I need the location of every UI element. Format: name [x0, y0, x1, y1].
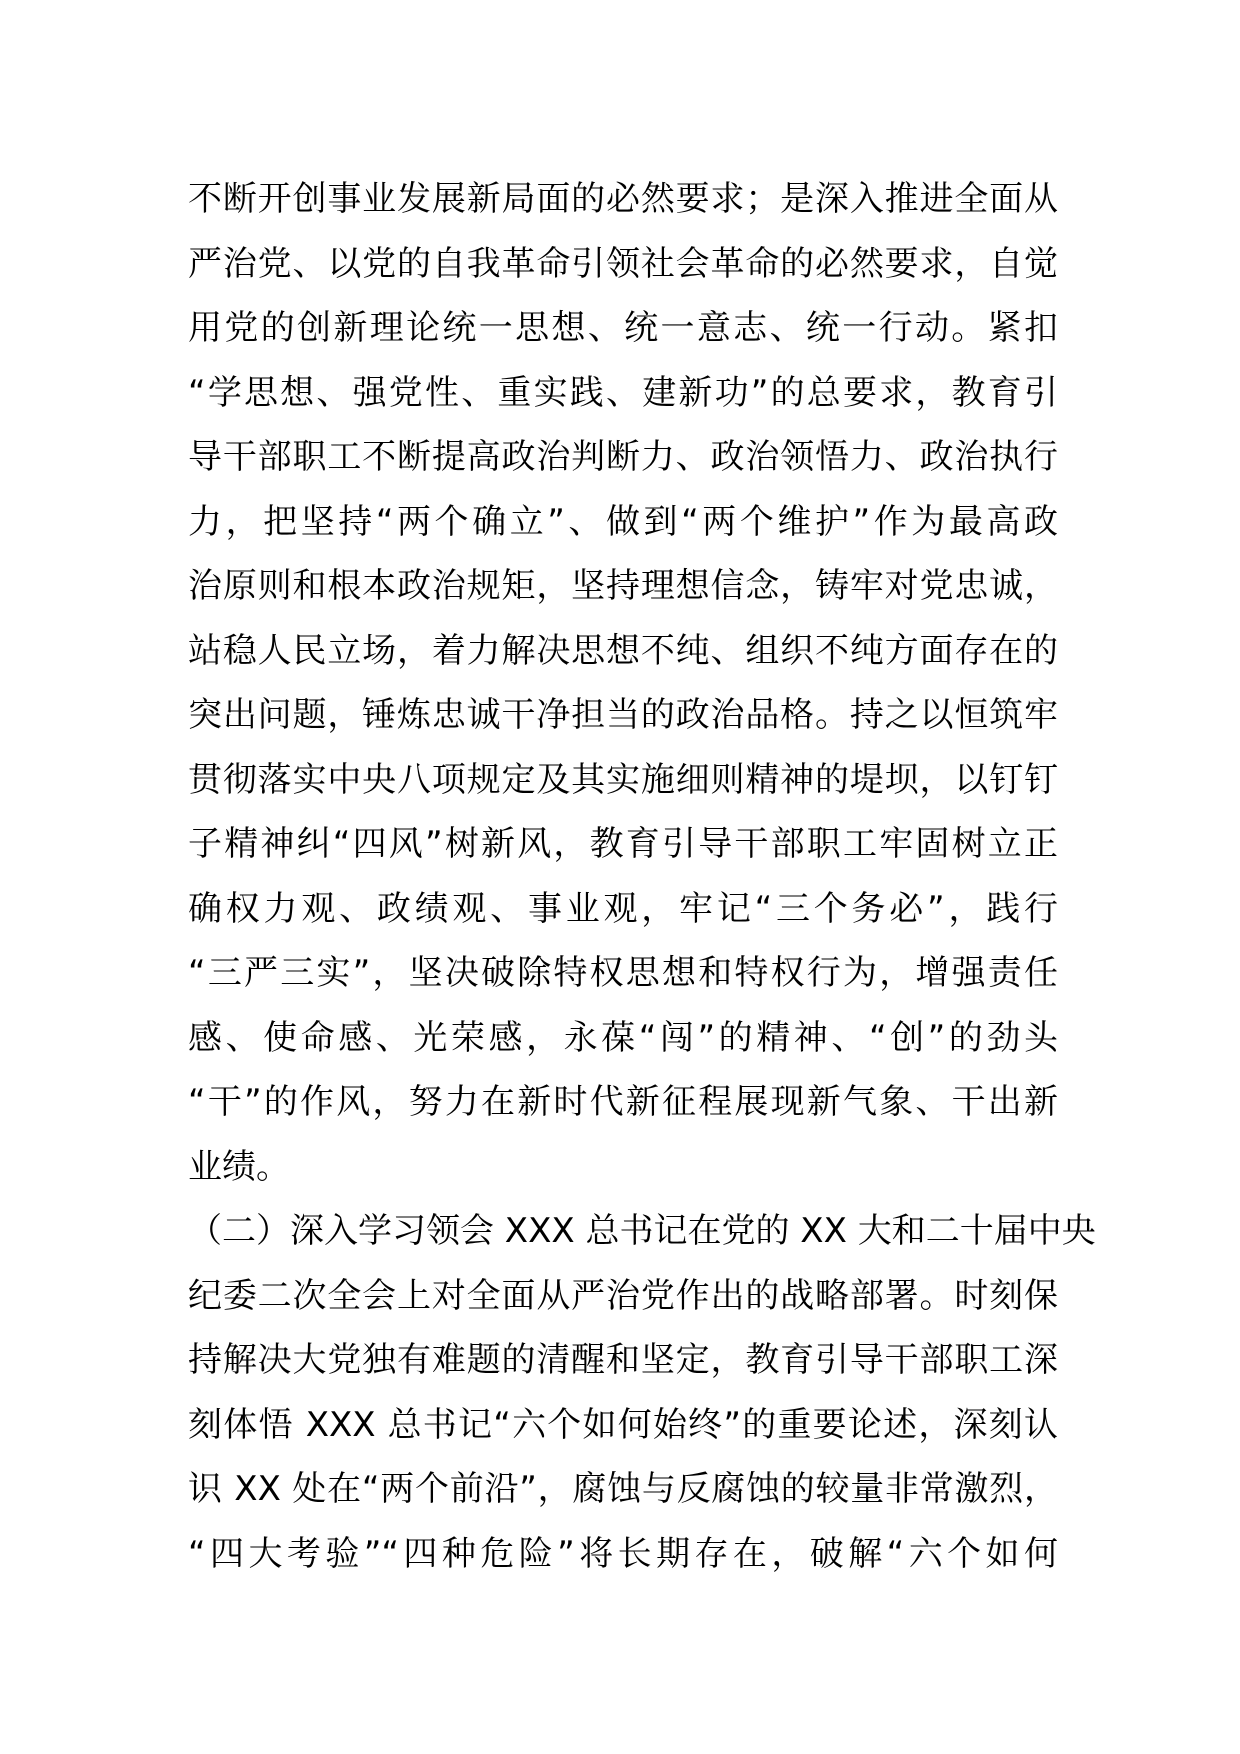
text-line: 治原则和根本政治规矩，坚持理想信念，铸牢对党忠诚， — [188, 566, 1058, 606]
text-line: 感、使命感、光荣感，永葆“闯”的精神、“创”的劲头 — [188, 1017, 1058, 1058]
text-line: 贯彻落实中央八项规定及其实施细则精神的堤坝，以钉钉 — [188, 759, 1058, 800]
text-line-paragraph-end: 业绩。 — [188, 1146, 290, 1187]
text-line: 识 XX 处在“两个前沿”，腐蚀与反腐蚀的较量非常激烈， — [188, 1469, 1058, 1509]
text-line: 站稳人民立场，着力解决思想不纯、组织不纯方面存在的 — [188, 630, 1058, 671]
text-line: “干”的作风，努力在新时代新征程展现新气象、干出新 — [188, 1082, 1058, 1122]
text-line: 严治党、以党的自我革命引领社会革命的必然要求，自觉 — [188, 243, 1058, 284]
text-line: 子精神纠“四风”树新风，教育引导干部职工牢固树立正 — [188, 824, 1058, 864]
text-line: 导干部职工不断提高政治判断力、政治领悟力、政治执行 — [188, 437, 1058, 477]
text-line: 力，把坚持“两个确立”、做到“两个维护”作为最高政 — [188, 501, 1058, 542]
text-line: “四大考验”“四种危险”将长期存在，破解“六个如何 — [188, 1533, 1058, 1574]
section-heading-line: （二）深入学习领会 XXX 总书记在党的 XX 大和二十届中央 — [188, 1211, 1096, 1251]
text-line: “学思想、强党性、重实践、建新功”的总要求，教育引 — [188, 372, 1058, 413]
text-line: 纪委二次全会上对全面从严治党作出的战略部署。时刻保 — [188, 1275, 1058, 1316]
text-line: 确权力观、政绩观、事业观，牢记“三个务必”，践行 — [188, 888, 1058, 929]
text-line: 刻体悟 XXX 总书记“六个如何始终”的重要论述，深刻认 — [188, 1404, 1058, 1445]
text-line: “三严三实”，坚决破除特权思想和特权行为，增强责任 — [188, 953, 1058, 993]
text-line: 持解决大党独有难题的清醒和坚定，教育引导干部职工深 — [188, 1340, 1058, 1380]
text-line: 用党的创新理论统一思想、统一意志、统一行动。紧扣 — [188, 308, 1058, 348]
body-text — [188, 167, 1096, 1586]
text-line: 突出问题，锤炼忠诚干净担当的政治品格。持之以恒筑牢 — [188, 695, 1058, 735]
text-line: 不断开创事业发展新局面的必然要求；是深入推进全面从 — [188, 179, 1058, 219]
